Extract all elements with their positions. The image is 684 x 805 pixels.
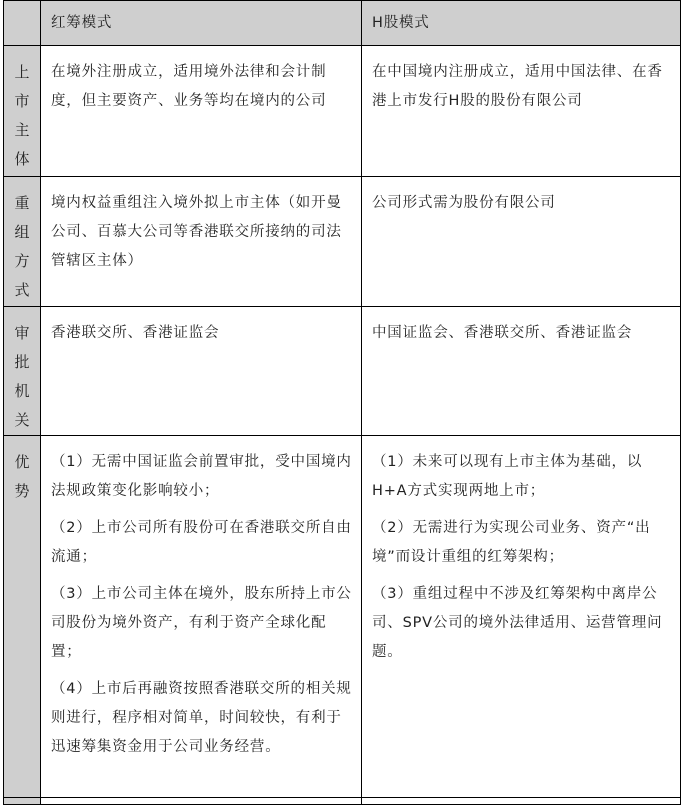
table-row-restructuring-method <box>4 177 681 307</box>
advantage-item: （1）无需中国证监会前置审批，受中国境内法规政策变化影响较小； <box>51 454 352 499</box>
table-row-listing-entity <box>4 46 681 177</box>
cell-h-share-advantages <box>362 436 681 798</box>
row-label-approval-authority: 审 批 机 关 <box>4 307 41 436</box>
advantage-item: （3）上市公司主体在境外，股东所持上市公司股份为境外资产，有利于资产全球化配置； <box>51 586 352 660</box>
cutoff-cell <box>362 798 681 805</box>
advantage-item: （4）上市后再融资按照香港联交所的相关规则进行，程序相对简单，时间较快，有利于迅速筹集资金用于公司业务经营。 <box>51 681 352 755</box>
advantage-item: （1）未来可以现有上市主体为基础，以H+A方式实现两地上市； <box>372 454 643 499</box>
cutoff-cell <box>41 798 362 805</box>
row-label-advantages: 优 势 <box>4 436 41 798</box>
row-label-listing-entity: 上 市 主 体 <box>4 46 41 177</box>
table-row-approval-authority <box>4 307 681 436</box>
table-row-advantages <box>4 436 681 798</box>
header-row <box>4 1 681 46</box>
cell-red-chip-listing-entity: 在境外注册成立，适用境外法律和会计制度，但主要资产、业务等均在境内的公司 <box>41 46 362 177</box>
cell-h-share-listing-entity: 在中国境内注册成立，适用中国法律、在香港上市发行H股的股份有限公司 <box>362 46 681 177</box>
row-label-restructuring-method: 重 组 方 式 <box>4 177 41 307</box>
advantage-item: （2）上市公司所有股份可在香港联交所自由流通； <box>51 520 352 565</box>
cell-h-share-restructuring: 公司形式需为股份有限公司 <box>362 177 681 307</box>
cell-red-chip-approval: 香港联交所、香港证监会 <box>41 307 362 436</box>
cell-h-share-approval: 中国证监会、香港联交所、香港证监会 <box>362 307 681 436</box>
cutoff-label-cell <box>4 798 41 805</box>
cell-red-chip-advantages <box>41 436 362 798</box>
table-row-cutoff <box>4 798 681 805</box>
advantage-item: （2）无需进行为实现公司业务、资产“出境”而设计重组的红筹架构； <box>372 520 651 565</box>
comparison-table <box>3 0 681 805</box>
cell-red-chip-restructuring: 境内权益重组注入境外拟上市主体（如开曼公司、百慕大公司等香港联交所接纳的司法管辖区主体） <box>41 177 362 307</box>
header-corner-cell <box>4 1 41 46</box>
advantage-item: （3）重组过程中不涉及红筹架构中离岸公司、SPV公司的境外法律适用、运营管理问题。 <box>372 586 663 660</box>
header-red-chip-mode: 红筹模式 <box>41 1 362 46</box>
header-h-share-mode: H股模式 <box>362 1 681 46</box>
